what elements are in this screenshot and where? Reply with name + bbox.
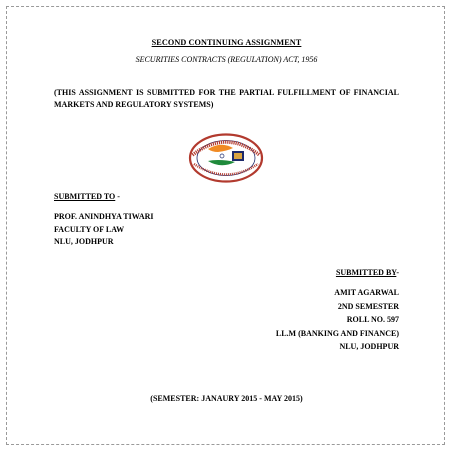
document-subtitle: SECURITIES CONTRACTS (REGULATION) ACT, 1956	[135, 55, 318, 64]
submitted-by-block	[276, 286, 399, 354]
professor-name: PROF. ANINDHYA TIWARI	[54, 212, 154, 221]
submitted-to-heading	[54, 192, 120, 201]
document-title: SECOND CONTINUING ASSIGNMENT	[151, 38, 302, 47]
submitted-by-heading	[336, 268, 399, 277]
semester-dates: (SEMESTER: JANAURY 2015 - MAY 2015)	[150, 394, 303, 403]
student-semester: 2ND SEMESTER	[337, 301, 399, 311]
submitted-to-suffix: -	[115, 192, 120, 201]
student-name: AMIT AGARWAL	[334, 288, 399, 297]
submitted-to-block	[54, 211, 154, 249]
faculty-name: FACULTY OF LAW	[54, 224, 125, 234]
student-university: NLU, JODHPUR	[339, 342, 399, 351]
seal-emblem-inner	[234, 153, 242, 159]
submitted-by-suffix: -	[396, 268, 399, 277]
submitted-to-label: SUBMITTED TO	[54, 192, 116, 201]
degree-program: LL.M (BANKING AND FINANCE)	[275, 328, 399, 338]
university-name: NLU, JODHPUR	[54, 237, 114, 246]
submission-statement: (THIS ASSIGNMENT IS SUBMITTED FOR THE PARTIAL FULFILLMENT OF FINANCIAL MARKETS AND REGULATORY SYSTEMS)	[54, 88, 399, 109]
roll-number: ROLL NO. 597	[346, 315, 399, 324]
university-seal-icon	[188, 133, 264, 183]
submitted-by-label: SUBMITTED BY	[335, 268, 397, 277]
